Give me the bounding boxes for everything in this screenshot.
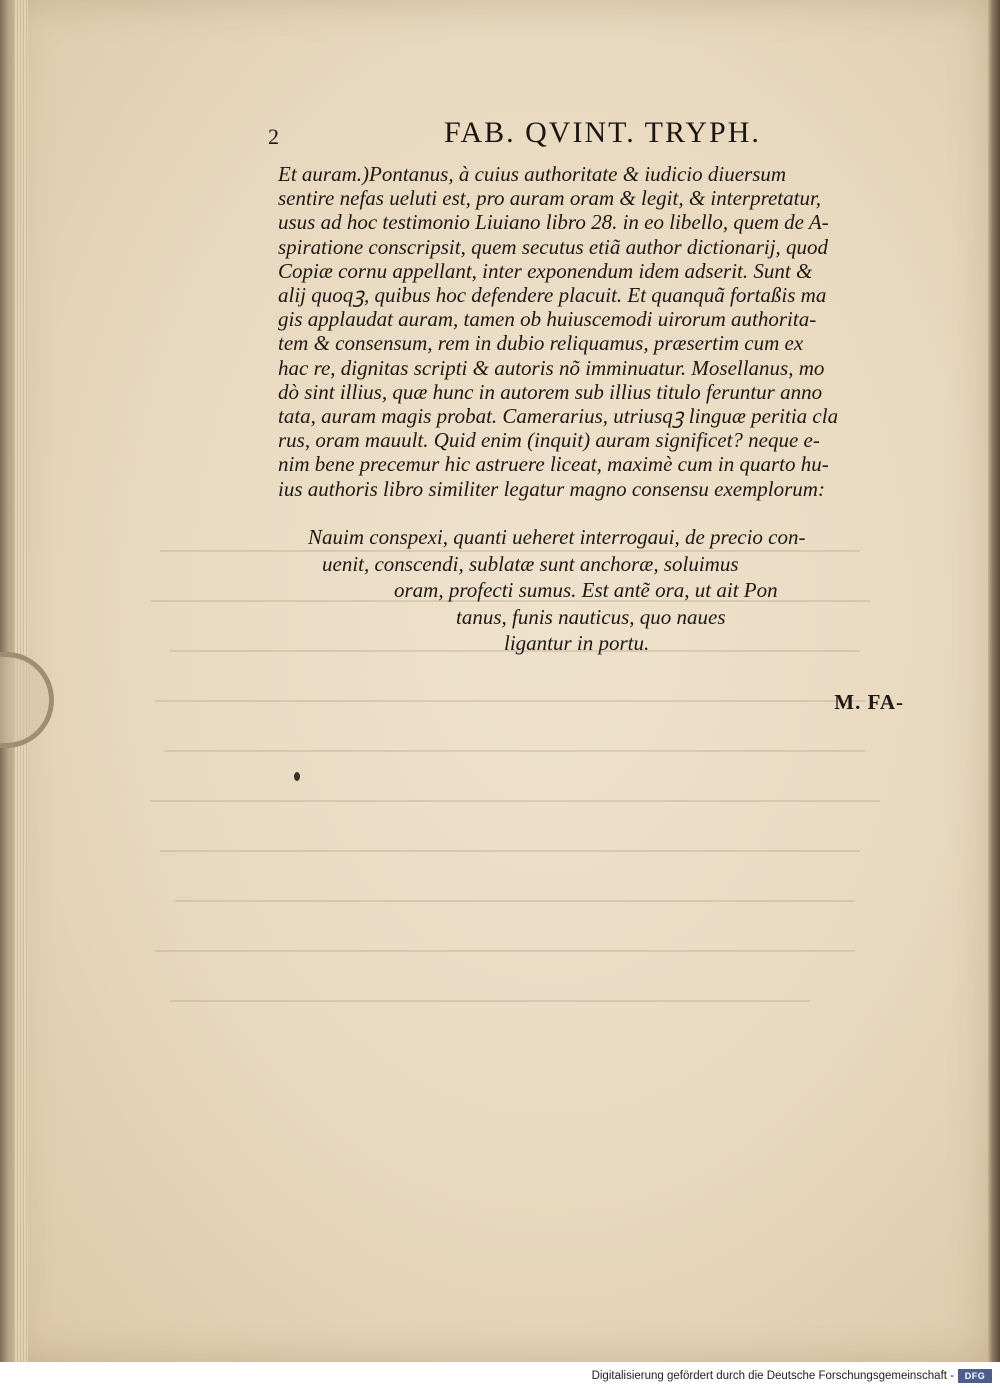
body-line: rus, oram mauult. Quid enim (inquit) auram significet? neque e- [278, 428, 820, 453]
body-line: usus ad hoc testimonio Liuiano libro 28. in eo libello, quem de A- [278, 210, 829, 235]
quotation-block [308, 524, 908, 657]
body-line: Et auram.)Pontanus, à cuius authoritate & iudicio diuersum [278, 162, 787, 186]
body-line: dò sint illius, quæ hunc in autorem sub illius titulo feruntur anno [278, 379, 823, 404]
page-header [268, 116, 948, 156]
footer-bar [0, 1362, 1000, 1388]
body-line: tata, auram magis probat. Camerarius, utriusqꝫ linguæ peritia cla [278, 404, 839, 429]
quote-line: ligantur in portu. [504, 631, 650, 656]
running-head: FAB. QVINT. TRYPH. [444, 116, 761, 149]
ink-smudge [294, 772, 300, 781]
catchword: M. FA- [834, 690, 904, 714]
body-line: ius authoris libro similiter legatur magno consensu exemplorum: [278, 476, 825, 501]
commentary-body [278, 162, 910, 501]
quote-line: uenit, conscendi, sublatæ sunt anchoræ, soluimus [322, 551, 739, 576]
body-line: alij quoqꝫ, quibus hoc defendere placuit. Et quanquã fortaßis ma [278, 283, 827, 308]
body-line: spiratione conscripsit, quem secutus etiã author dictionarij, quod [278, 234, 829, 259]
body-line: sentire nefas ueluti est, pro auram oram & legit, & interpretatur, [278, 186, 822, 211]
body-line: tem & consensum, rem in dubio reliquamus, præsertim cum ex [278, 331, 804, 356]
quote-line: tanus, funis nauticus, quo naues [456, 604, 726, 629]
quote-line: Nauim conspexi, quanti ueheret interrogaui, de precio con- [308, 525, 806, 549]
body-line: nim bene precemur hic astruere liceat, maximè cum in quarto hu- [278, 452, 829, 477]
quote-line: oram, profecti sumus. Est antẽ ora, ut ait Pon [394, 578, 778, 603]
dfg-logo-icon: DFG [958, 1369, 992, 1383]
book-edge-right [988, 0, 1000, 1362]
body-line: gis applaudat auram, tamen ob huiuscemodi uirorum authorita- [278, 307, 817, 332]
funding-credit: Digitalisierung gefördert durch die Deutsche Forschungsgemeinschaft - [591, 1370, 954, 1382]
body-line: Copiæ cornu appellant, inter exponendum idem adserit. Sunt & [278, 258, 813, 283]
body-line: hac re, dignitas scripti & autoris nõ imminuatur. Mosellanus, mo [278, 355, 825, 380]
folio-number: 2 [268, 124, 279, 149]
